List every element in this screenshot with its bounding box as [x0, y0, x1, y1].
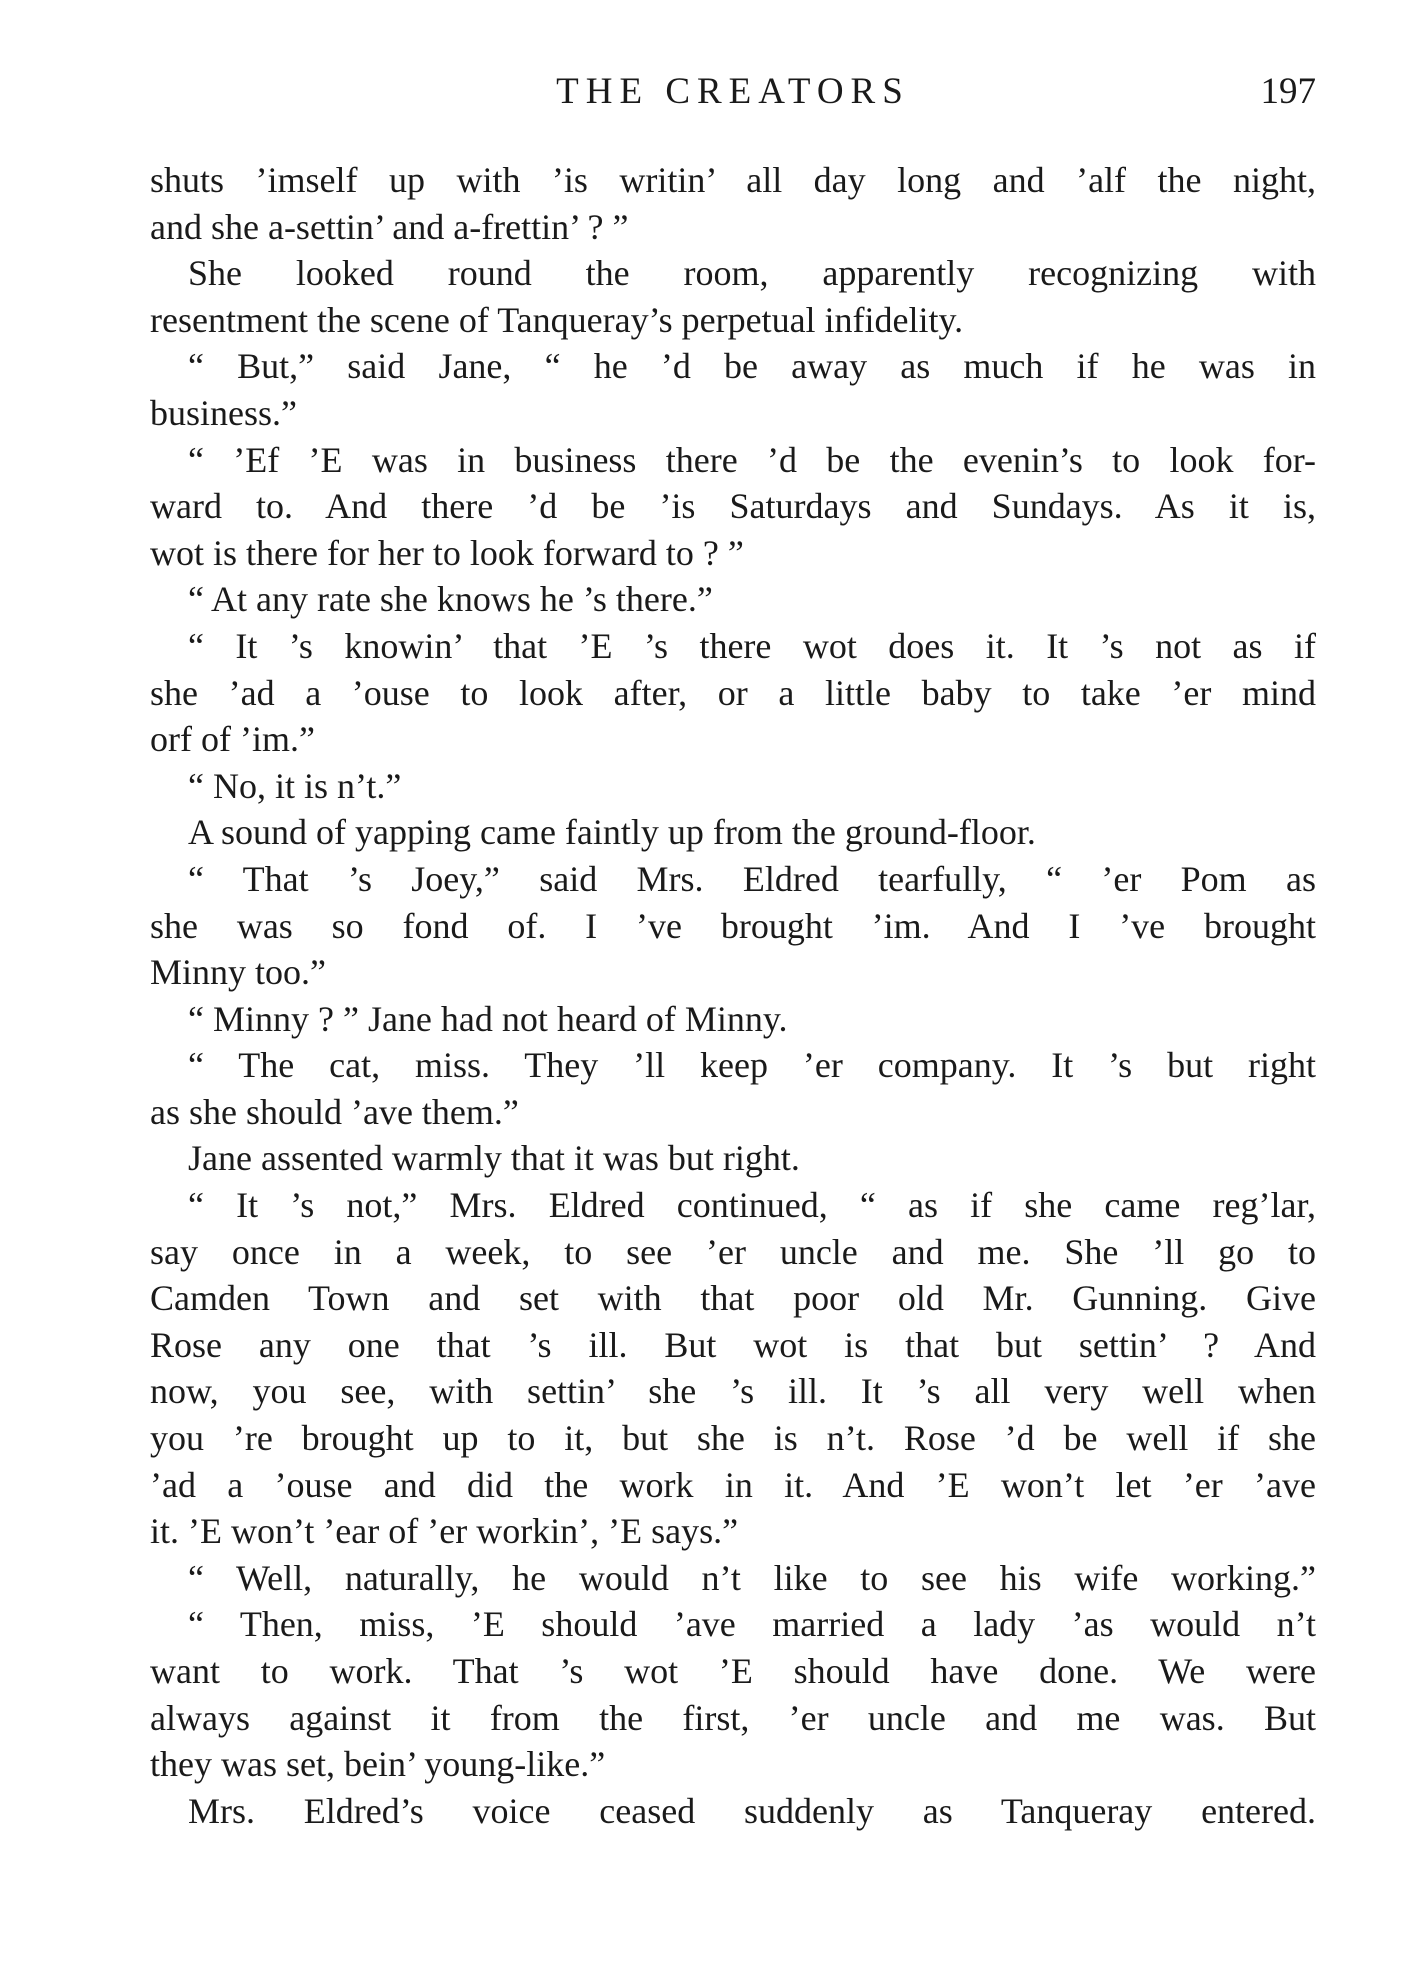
text-line: “ No, it is n’t.”: [188, 765, 402, 806]
text-line: shuts ’imself up with ’is writin’ all day long and ’alf the night,: [150, 160, 1316, 200]
running-head: [150, 70, 1316, 130]
page-number: 197: [1260, 71, 1316, 112]
text-line: “ It ’s knowin’ that ’E ’s there wot does it. It ’s not as if: [188, 625, 1316, 666]
text-line: wot is there for her to look forward to ? ”: [150, 532, 744, 573]
text-line: now, you see, with settin’ she ’s ill. It ’s all very well when: [150, 1371, 1316, 1412]
running-title: THE CREATORS: [556, 71, 910, 112]
text-line: resentment the scene of Tanqueray’s perpetual infidelity.: [150, 299, 964, 340]
text-line: “ ’Ef ’E was in business there ’d be the evenin’s to look for-: [188, 439, 1316, 480]
text-line: “ Then, miss, ’E should ’ave married a lady ’as would n’t: [188, 1604, 1316, 1645]
text-line: “ At any rate she knows he ’s there.”: [188, 579, 713, 620]
text-line: “ That ’s Joey,” said Mrs. Eldred tearfully, “ ’er Pom as: [188, 858, 1316, 899]
text-line: Jane assented warmly that it was but right.: [188, 1138, 800, 1179]
text-line: “ Well, naturally, he would n’t like to see his wife working.”: [188, 1557, 1316, 1598]
text-line: A sound of yapping came faintly up from the ground-floor.: [188, 812, 1036, 853]
text-line: “ Minny ? ” Jane had not heard of Minny.: [188, 998, 788, 1039]
text-line: always against it from the first, ’er uncle and me was. But: [150, 1697, 1316, 1738]
text-line: Mrs. Eldred’s voice ceased suddenly as Tanqueray entered.: [188, 1790, 1316, 1831]
text-line: they was set, bein’ young-like.”: [150, 1744, 606, 1785]
text-line: you ’re brought up to it, but she is n’t. Rose ’d be well if she: [150, 1418, 1316, 1459]
text-line: orf of ’im.”: [150, 719, 315, 760]
text-line: and she a-settin’ and a-frettin’ ? ”: [150, 206, 629, 247]
text-line: she ’ad a ’ouse to look after, or a little baby to take ’er mind: [150, 672, 1316, 713]
text-line: want to work. That ’s wot ’E should have done. We were: [150, 1651, 1316, 1691]
text-line: ward to. And there ’d be ’is Saturdays and Sundays. As it is,: [150, 486, 1316, 527]
body-text: [150, 157, 1316, 1834]
text-line: Rose any one that ’s ill. But wot is that but settin’ ? And: [150, 1324, 1316, 1365]
text-line: Camden Town and set with that poor old Mr. Gunning. Give: [150, 1278, 1316, 1319]
text-line: she was so fond of. I ’ve brought ’im. And I ’ve brought: [150, 905, 1316, 946]
text-line: She looked round the room, apparently recognizing with: [188, 253, 1316, 294]
text-line: ’ad a ’ouse and did the work in it. And ’E won’t let ’er ’ave: [150, 1464, 1316, 1505]
text-line: “ The cat, miss. They ’ll keep ’er company. It ’s but right: [188, 1045, 1316, 1086]
text-line: business.”: [150, 392, 297, 433]
text-line: “ But,” said Jane, “ he ’d be away as much if he was in: [188, 346, 1316, 387]
text-line: say once in a week, to see ’er uncle and me. She ’ll go to: [150, 1231, 1316, 1272]
text-line: Minny too.”: [150, 952, 326, 993]
text-line: as she should ’ave them.”: [150, 1091, 519, 1132]
text-line: “ It ’s not,” Mrs. Eldred continued, “ as if she came reg’lar,: [188, 1185, 1316, 1226]
text-line: it. ’E won’t ’ear of ’er workin’, ’E says.”: [150, 1511, 739, 1552]
